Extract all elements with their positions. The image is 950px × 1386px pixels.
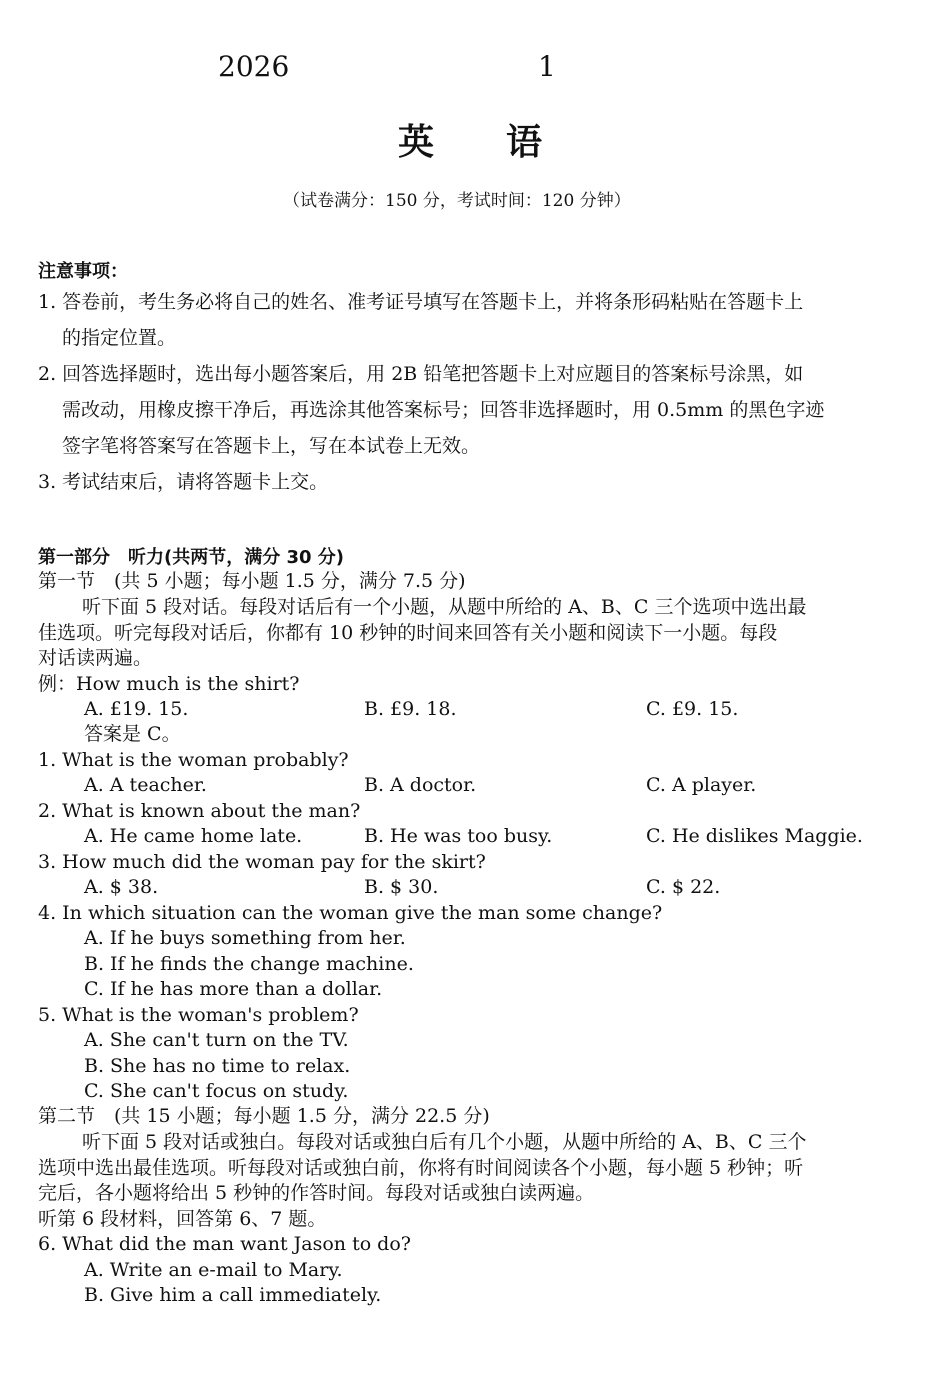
option-c: C. He dislikes Maggie. — [646, 825, 863, 847]
question: 1. What is the woman probably? — [38, 749, 349, 771]
option-c: C. A player. — [646, 774, 757, 796]
option-b: B. He was too busy. — [364, 825, 553, 847]
page-title: 英 语 — [398, 122, 543, 163]
option-c: C. $ 22. — [646, 876, 721, 898]
option-c: C. She can't focus on study. — [84, 1080, 349, 1102]
notice-heading: 注意事项： — [38, 261, 128, 282]
option-b: B. Give him a call immediately. — [84, 1284, 382, 1306]
option-c: C. £9. 15. — [646, 698, 739, 720]
question: 2. What is known about the man? — [38, 800, 361, 822]
option-b: B. £9. 18. — [364, 698, 457, 720]
option-a: A. He came home late. — [84, 825, 303, 847]
notice-line: 3. 考试结束后，请将答题卡上交。 — [38, 471, 329, 493]
instruction-line: 听下面 5 段对话或独白。每段对话或独白后有几个小题，从题中所给的 A、B、C 三个 — [82, 1131, 807, 1153]
option-a: A. If he buys something from her. — [84, 927, 406, 949]
question: 3. How much did the woman pay for the skirt? — [38, 851, 486, 873]
material-intro: 听第 6 段材料，回答第 6、7 题。 — [38, 1208, 327, 1230]
option-a: A. A teacher. — [84, 774, 207, 796]
instruction-line: 佳选项。听完每段对话后，你都有 10 秒钟的时间来回答有关小题和阅读下一小题。每段 — [38, 622, 778, 644]
notice-line: 需改动，用橡皮擦干净后，再选涂其他答案标号；回答非选择题时，用 0.5mm 的黑色字迹 — [62, 399, 825, 421]
option-a: A. £19. 15. — [84, 698, 189, 720]
instruction-line: 选项中选出最佳选项。听每段对话或独白前，你将有时间阅读各个小题，每小题 5 秒钟；听 — [38, 1157, 804, 1179]
option-b: B. She has no time to relax. — [84, 1055, 351, 1077]
question: 4. In which situation can the woman give the man some change? — [38, 902, 663, 924]
option-b: B. A doctor. — [364, 774, 477, 796]
option-b: B. If he finds the change machine. — [84, 953, 414, 975]
instruction-line: 对话读两遍。 — [38, 647, 153, 669]
question: 6. What did the man want Jason to do? — [38, 1233, 411, 1255]
notice-line: 1. 答卷前，考生务必将自己的姓名、准考证号填写在答题卡上，并将条形码粘贴在答题卡上 — [38, 291, 804, 313]
part-title: 第一部分 听力(共两节，满分 30 分) — [38, 547, 345, 568]
notice-line: 签字笔将答案写在答题卡上，写在本试卷上无效。 — [62, 435, 481, 457]
instruction-line: 听下面 5 段对话。每段对话后有一个小题，从题中所给的 A、B、C 三个选项中选出最 — [82, 596, 807, 618]
option-a: A. $ 38. — [84, 876, 159, 898]
notice-line: 2. 回答选择题时，选出每小题答案后，用 2B 铅笔把答题卡上对应题目的答案标号涂黑，如 — [38, 363, 804, 385]
exam-info: （试卷满分：150 分，考试时间：120 分钟） — [283, 191, 631, 211]
section-title: 第一节 (共 5 小题；每小题 1.5 分，满分 7.5 分) — [38, 570, 466, 592]
question: 5. What is the woman's problem? — [38, 1004, 359, 1026]
option-a: A. Write an e-mail to Mary. — [84, 1259, 343, 1281]
option-b: B. $ 30. — [364, 876, 439, 898]
example-question: 例：How much is the shirt? — [38, 673, 300, 695]
instruction-line: 完后，各小题将给出 5 秒钟的作答时间。每段对话或独白读两遍。 — [38, 1182, 595, 1204]
header-year: 2026 — [218, 50, 290, 83]
section-title: 第二节 (共 15 小题；每小题 1.5 分，满分 22.5 分) — [38, 1105, 490, 1127]
example-answer: 答案是 C。 — [84, 723, 181, 745]
option-a: A. She can't turn on the TV. — [84, 1029, 349, 1051]
notice-line: 的指定位置。 — [62, 327, 177, 349]
option-c: C. If he has more than a dollar. — [84, 978, 383, 1000]
header-page-number: 1 — [538, 50, 556, 83]
